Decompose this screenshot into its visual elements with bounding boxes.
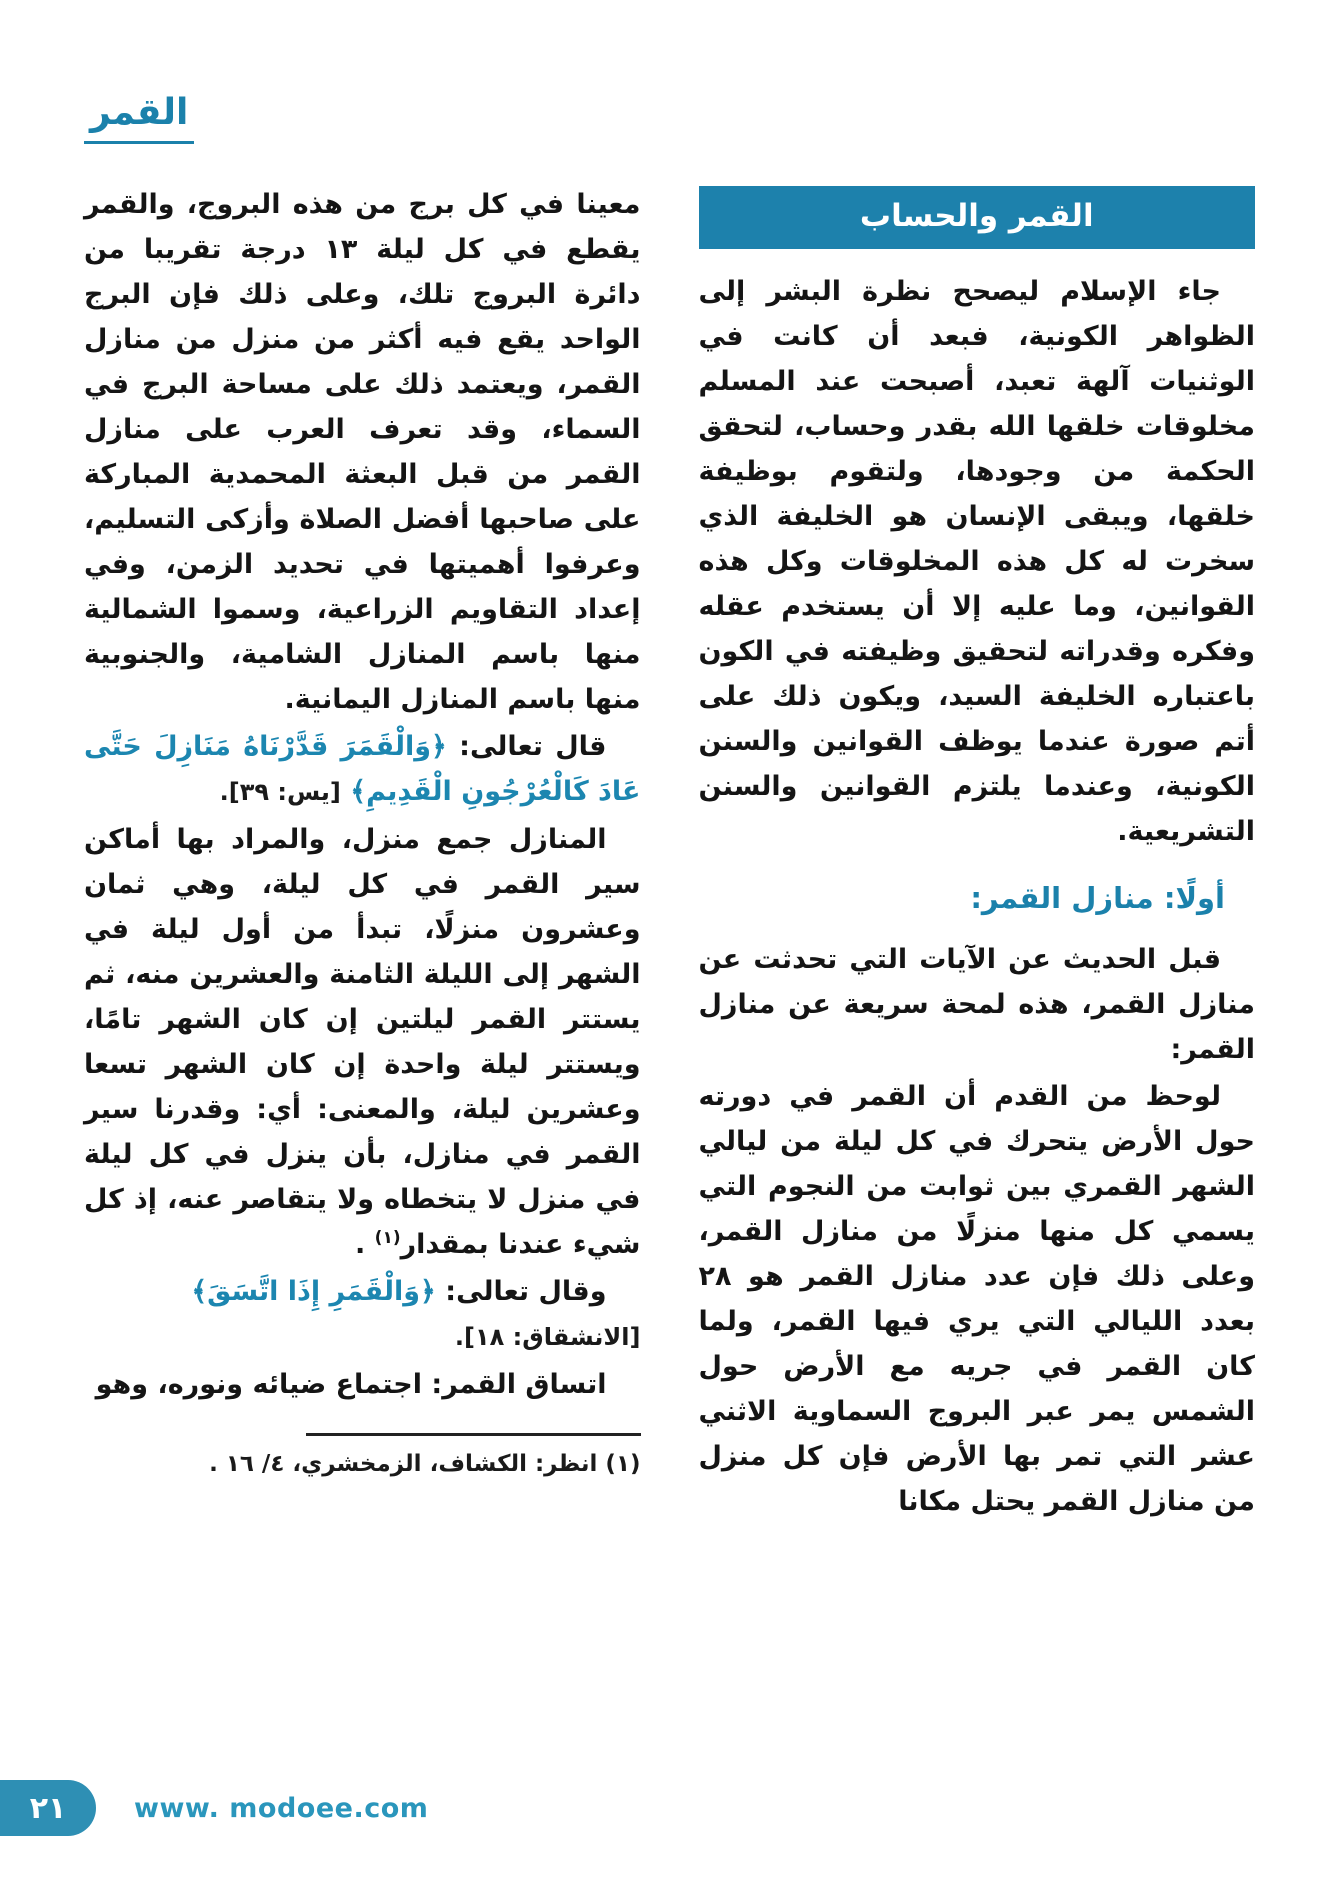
paragraph-manazil-period: . [354,1229,375,1260]
paragraph-moon-orbit: لوحظ من القدم أن القمر في دورته حول الأرض يتحرك في كل ليلة من ليالي الشهر القمري بين ثوابت من النجوم التي يسمي كل منها منزلًا من منازل القمر، وعلى ذلك فإن عدد منازل القمر هو ٢٨ بعدد الليالي التي يري فيها القمر، ولما كان القمر في جريه مع الأرض حول الشمس يمر عبر البروج السماوية الاثني عشر التي تمر بها الأرض فإن كل منزل من منازل القمر يحتل مكانا [698,1081,1255,1517]
paragraph-before-ayat: قبل الحديث عن الآيات التي تحدثت عن منازل القمر، هذه لمحة سريعة عن منازل القمر: [698,944,1255,1065]
verse-paragraph-yasin [84,724,641,815]
verse-intro: قال تعالى: [446,731,607,762]
website-text: www. modoee.com [134,1792,429,1824]
paragraph-manazil-text: المنازل جمع منزل، والمراد بها أماكن سير القمر في كل ليلة، وهي ثمان وعشرون منزلًا، تبدأ من أول ليلة في الشهر إلى الليلة الثامنة والعشرين منه، ثم يستتر القمر ليلتين إن كان الشهر تامًا، ويستتر ليلة واحدة إن كان الشهر تسعا وعشرين ليلة، والمعنى: أي: وقدرنا سير القمر في منازل، بأن ينزل في كل ليلة في منزل لا يتخطاه ولا يتقاصر عنه، إذ كل شيء عندنا بمقدار [84,824,641,1260]
running-head [84,92,1255,144]
quran-verse-inshiqaq: ﴿وَالْقَمَرِ إِذَا اتَّسَقَ﴾ [191,1276,436,1307]
section-banner [699,186,1256,249]
footnote-marker: (١) [374,1228,401,1248]
paragraph-manazil-explanation [84,817,641,1267]
verse-intro-2: وقال تعالى: [435,1276,607,1307]
footnote-block [84,1433,641,1482]
book-title: القمر [84,92,194,144]
column-right [699,182,1256,1526]
verse-reference-yasin: [يس: ٣٩]. [219,778,341,806]
footnote-separator [306,1433,641,1436]
paragraph-intro-islam: جاء الإسلام ليصحح نظرة البشر إلى الظواهر الكونية، فبعد أن كانت في الوثنيات آلهة تعبد، أصبحت عند المسلم مخلوقات خلقها الله بقدر وحساب، لتحقق الحكمة من وجودها، ولتقوم بوظيفة خلقها، ويبقى الإنسان هو الخليفة الذي سخرت له كل هذه المخلوقات وكل هذه القوانين، وما عليه إلا أن يستخدم عقله وفكره وقدراته لتحقيق وظيفته في الكون باعتباره الخليفة السيد، ويكون ذلك على أتم صورة عندما يوظف القوانين والسنن الكونية، وعندما يلتزم القوانين والسنن التشريعية. [698,276,1255,847]
footnote-text: (١) انظر: الكشاف، الزمخشري، ٤/ ١٦ . [209,1451,641,1477]
paragraph-ittisaq: اتساق القمر: اجتماع ضيائه ونوره، وهو [95,1369,607,1400]
text-columns [84,182,1255,1526]
paragraph-zodiac-continuation: معينا في كل برج من هذه البروج، والقمر يقطع في كل ليلة ١٣ درجة تقريبا من دائرة البروج تلك، وعلى ذلك فإن البرج الواحد يقع فيه أكثر من منزل من منازل القمر، ويعتمد ذلك على مساحة البرج في السماء، وقد تعرف العرب على منازل القمر من قبل البعثة المحمدية المباركة على صاحبها أفضل الصلاة وأزكى التسليم، وعرفوا أهميتها في تحديد الزمن، وفي إعداد التقاويم الزراعية، وسموا الشمالية منها باسم المنازل الشامية، والجنوبية منها باسم المنازل اليمانية. [84,189,641,715]
page-number-pill [0,1780,96,1836]
quran-verse-yasin: ﴿وَالْقَمَرَ قَدَّرْنَاهُ مَنَازِلَ حَتَّى عَادَ كَالْعُرْجُونِ الْقَدِيمِ﴾ [84,731,641,807]
verse-reference-inshiqaq: [الانشقاق: ١٨]. [454,1323,641,1351]
page-footer [0,1778,1339,1838]
page-number: ٢١ [29,1790,67,1826]
column-left [84,182,641,1526]
subheading-manazil-qamar: أولًا: منازل القمر: [970,881,1225,915]
verse-paragraph-inshiqaq [84,1269,641,1360]
section-banner-label: القمر والحساب [859,198,1094,234]
